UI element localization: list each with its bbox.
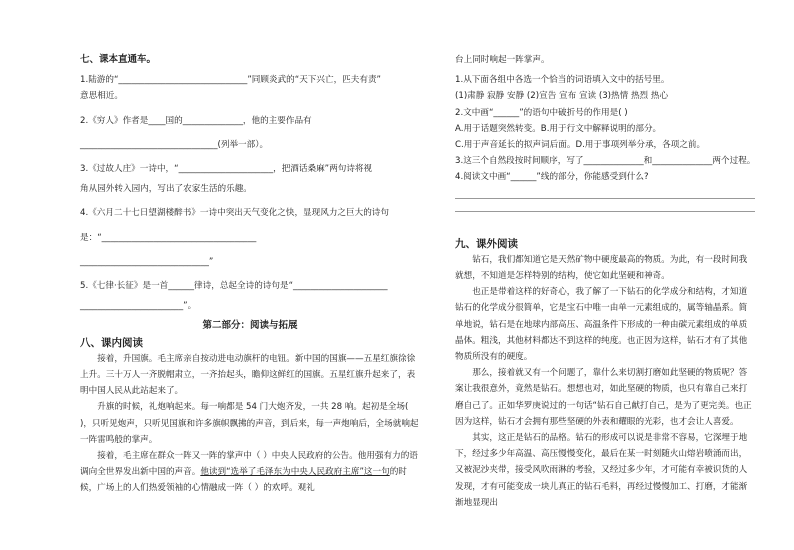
question-4-line-2: 是：“____________________________________ <box>80 232 257 243</box>
part-2-title: 第二部分：阅读与拓展 <box>202 320 298 332</box>
section-8-title: 八、课内阅读 <box>80 336 143 349</box>
reading-8-continuation: 台上同时响起一阵掌声。 <box>455 55 550 65</box>
section-7-title: 七、课本直通车。 <box>80 54 157 65</box>
reading-question-1: 1.从下面各组中各选一个恰当的词语填入文中的括号里。 <box>455 75 670 86</box>
reading-9-paragraph-3: 那么，接着就又有一个问题了，靠什么来切割打磨如此坚硬的物质呢？答案让我很意外，竟然是钻石。想想也对，如此坚硬的物质，也只有靠自己来打磨自己了。正如华罗庚说过的一句话“钻石自己献打自己，是为了更完美。也正因为这样，钻石才会拥有那些坚硬的外表和耀眼的光彩，也才会让人喜爱。 <box>455 368 752 427</box>
answer-line <box>455 186 755 199</box>
reading-question-3: 3.这三个自然段按时间顺序，写了______________和______________两个过程。 <box>455 156 756 167</box>
reading-question-4: 4.阅读文中画“______”线的部分，你能感受到什么? <box>455 172 649 183</box>
reading-9-paragraph-4: 其实，这正是钻石的品格。钻石的形成可以说是非常不容易，它深埋于地下，经过多少年高温、高压慢慢变化，最后在某一时刻随火山熔岩喷涌而出，又被泥沙夹带，接受风吹雨淋的考验，又经过多少年，才可能有幸被识货的人发现，才有可能变成一块儿真正的钻石毛料，再经过慢慢加工、打磨，才能渐渐地显现出 <box>455 433 748 508</box>
left-column <box>80 52 420 497</box>
reading-8-paragraph-3-start: 接着，毛主席在群众一阵又一阵的掌声中（ ）中央人民政府的公告。他用强有力的语调向全世界发出新中国的声音。 <box>80 451 418 478</box>
right-column <box>455 52 755 511</box>
reading-8-paragraph-1: 接着，升国旗。毛主席亲自按动进电动旗杆的电钮。新中国的国旗——五星红旗徐徐上升。三十万人一齐脱帽肃立，一齐抬起头，瞻仰这鲜红的国旗。五星红旗升起来了，表明中国人民从此站起来了。 <box>80 353 416 397</box>
question-5-line-2: ________________________”。 <box>80 301 197 312</box>
reading-9-paragraph-2: 也正是带着这样的好奇心，我了解了一下钻石的化学成分和结构，才知道钻石的化学成分很简单，它是宝石中唯一由单一元素组成的，属等轴晶系。简单地说，钻石是在地球内部高压、高温条件下形成的一种由碳元素组成的单质晶体。粗浅，其他材料都达不到这样的纯度。也正因为这样，钻石才有了其他物质所没有的硬度。 <box>455 287 748 363</box>
question-4-line-3: ______________________________” <box>80 256 214 267</box>
answer-line <box>455 199 755 212</box>
reading-9-paragraph-1: 钻石，我们都知道它是天然矿物中硬度最高的物质。为此，有一段时间我就想，不知道是怎样特别的结构，使它如此坚硬和神奇。 <box>455 254 748 282</box>
question-3-line-2: 角从园外转入园内，写出了农家生活的乐趣。 <box>80 184 252 195</box>
question-4-line-1: 4.《六月二十七日望湖楼醉书》一诗中突出天气变化之快，显现风力之巨大的诗句 <box>80 208 389 219</box>
question-1-line-1: 1.陆游的“______________________________”同顾炎武的“天下兴亡，匹夫有责” <box>80 75 382 86</box>
underlined-sentence: 他读到“选举了毛泽东为中央人民政府主席”这一句 <box>200 467 390 478</box>
question-1-line-2: 意思相近。 <box>80 91 123 102</box>
question-2-line-2: ________________________________(列举一部）。 <box>80 139 269 150</box>
reading-question-2-option-ab: A.用于话题突然转变。B.用于行文中解释说明的部分。 <box>455 123 662 134</box>
reading-8-paragraph-3 <box>80 448 420 497</box>
question-3-line-1: 3.《过故人庄》一诗中，“______________________，把酒话桑麻”两句诗将视 <box>80 164 373 175</box>
section-9-title: 九、课外阅读 <box>455 237 518 250</box>
reading-8-paragraph-3-end: 的时候，广场上的人们热爱领袖的心情融成一阵（ ）的欢呼。观礼 <box>80 467 407 494</box>
reading-8-paragraph-2: 升旗的时候，礼炮响起来。每一响都是 54 门大炮齐发，一共 28 响。起初是全场( )，只听见炮声，只听见国旗和许多旗帜飘拂的声音，到后来，每一声炮响后，全场就响起一阵雷鸣般的掌声。 <box>80 402 419 445</box>
reading-question-2: 2.文中画“______”的语句中破折号的作用是( ) <box>455 107 628 118</box>
reading-question-1-options: (1)肃静 寂静 安静 (2)宣告 宣布 宣读 (3)热情 热烈 热心 <box>455 91 669 102</box>
question-2-line-1: 2.《穷人》作者是____国的______________，他的主要作品有 <box>80 115 312 126</box>
question-5-line-1: 5.《七律·长征》是一首______律诗，总起全诗的诗句是“______________________ <box>80 281 388 292</box>
reading-question-2-option-cd: C.用于声音延长的拟声词后面。D.用于事项列举分承，各项之前。 <box>455 140 706 151</box>
